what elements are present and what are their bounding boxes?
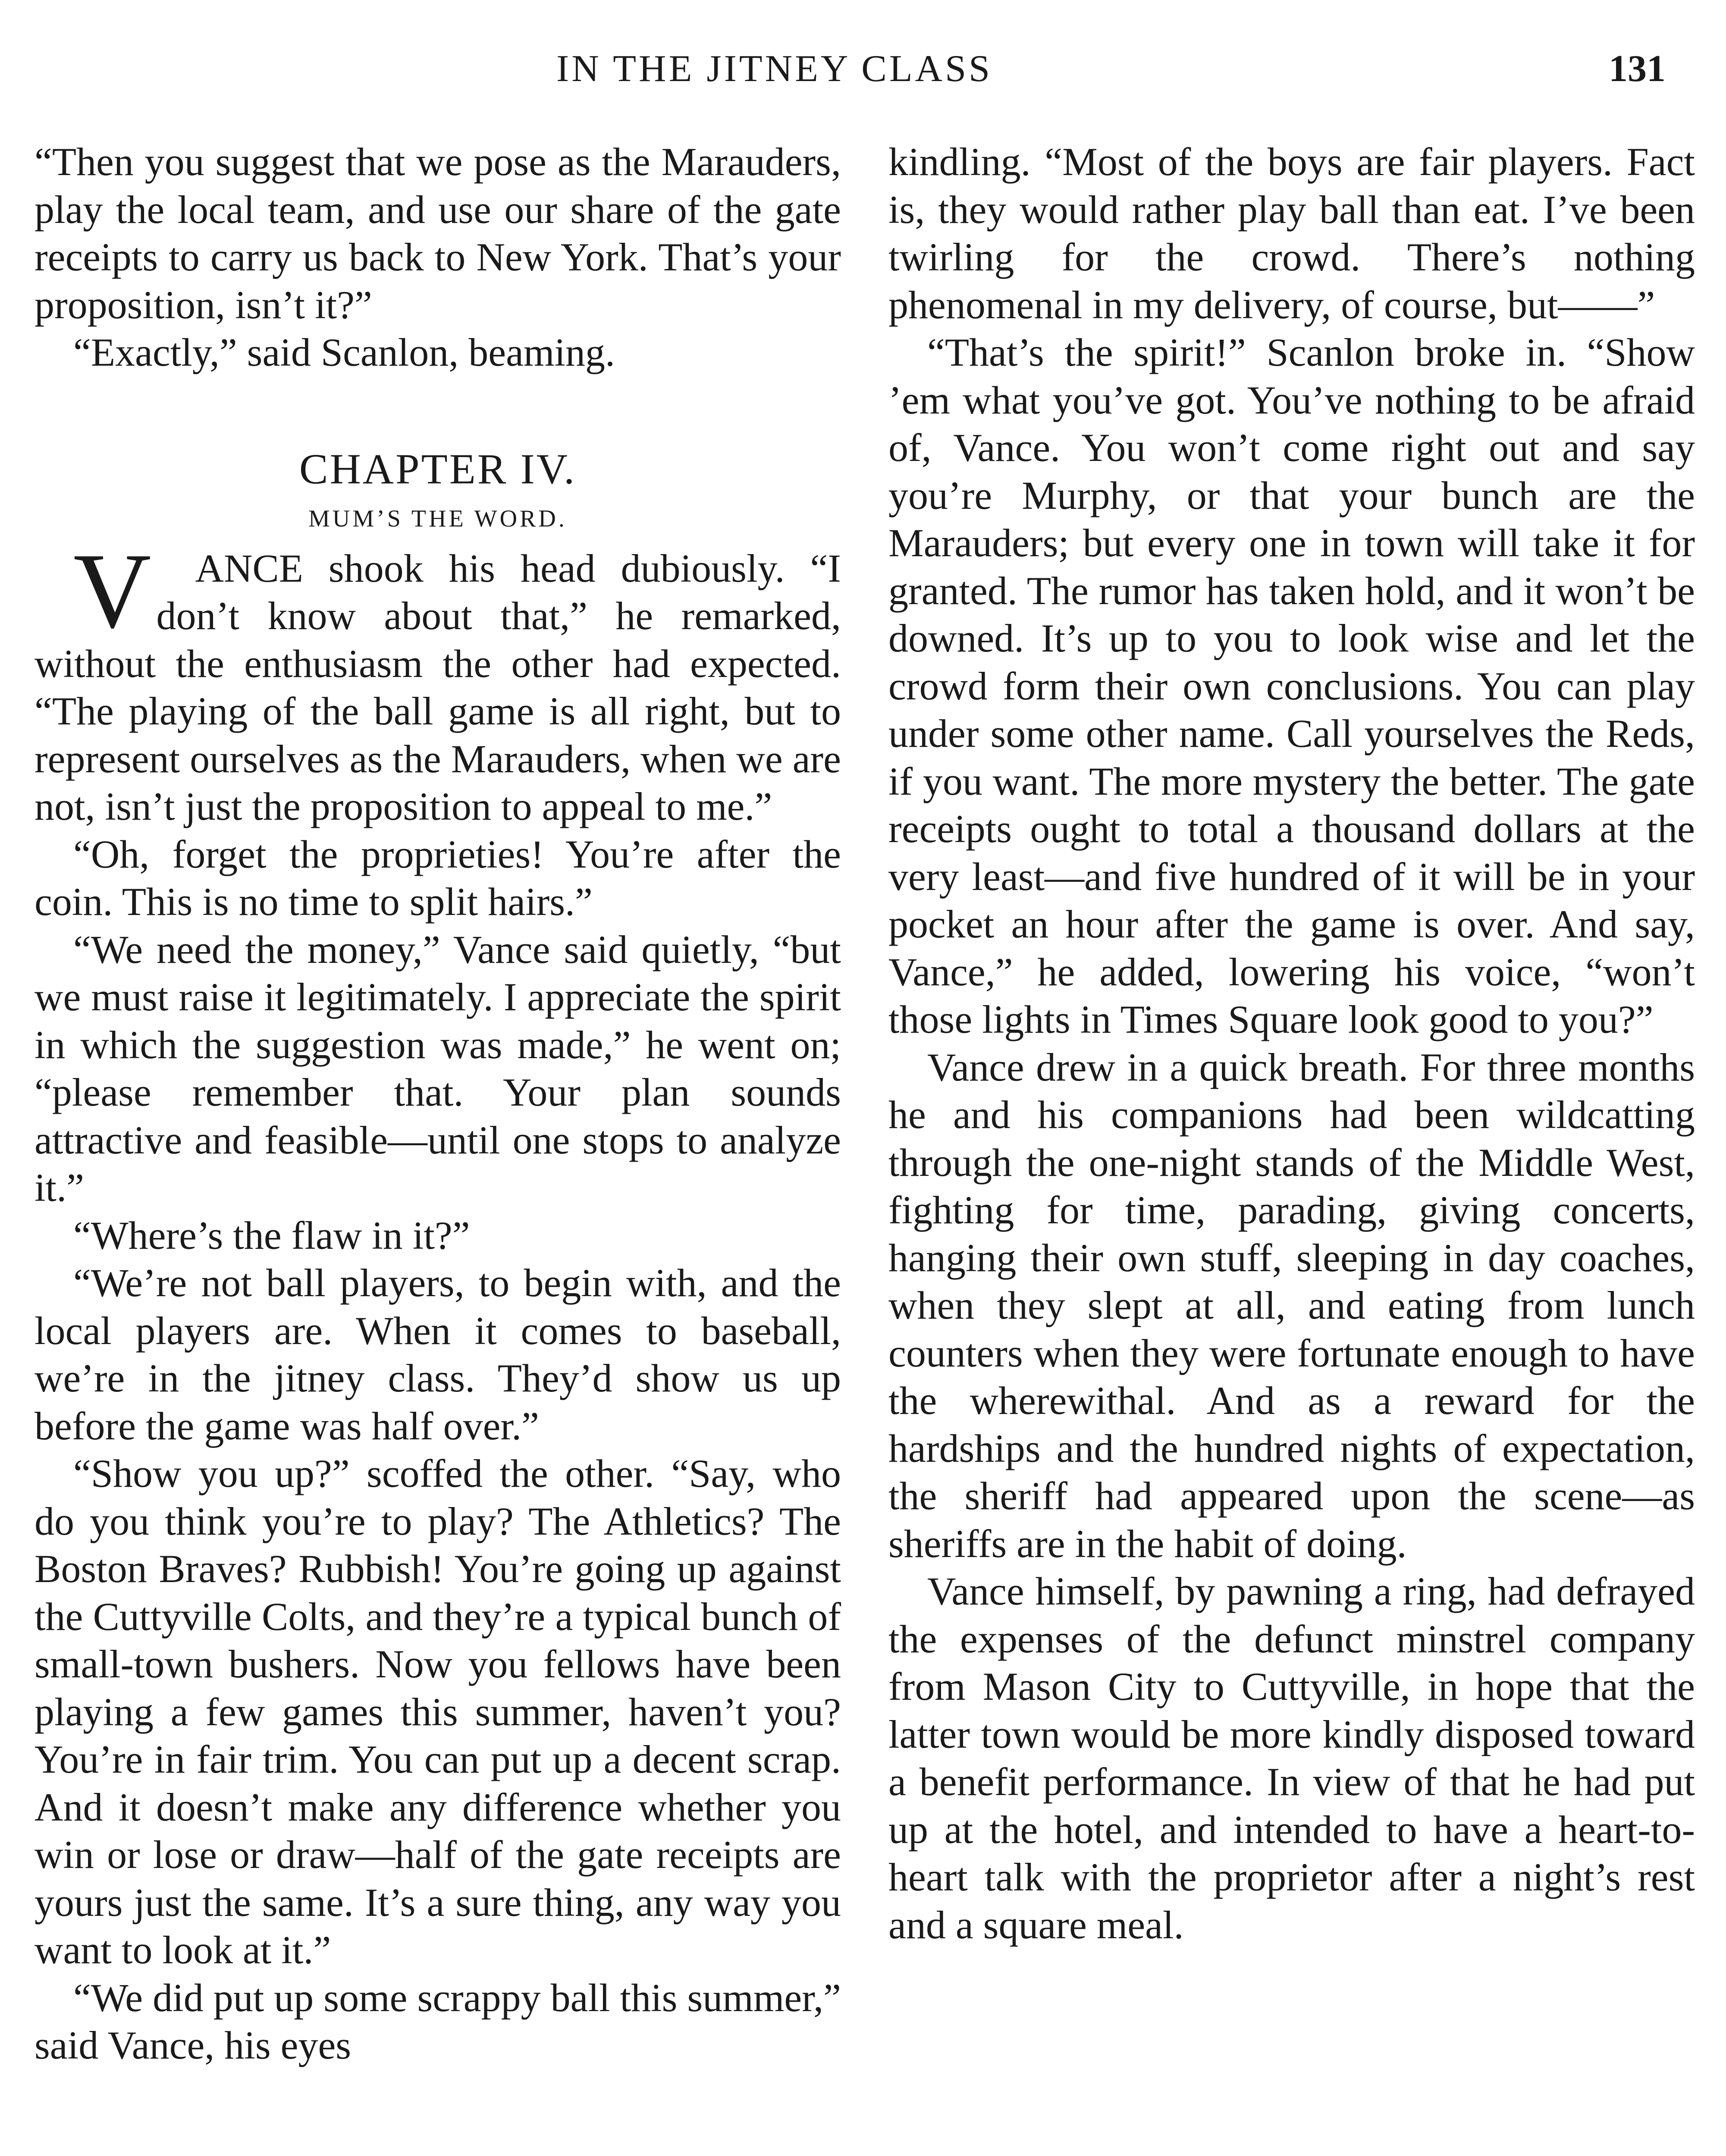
paragraph: “We’re not ball players, to begin with, and the local players are. When it comes to baseball, we’re in the jitney class. They’d show us up before the game was half over.”	[35, 1261, 841, 1448]
paragraph: Vance drew in a quick breath. For three months he and his companions had been wildcatting through the one-night stands of the Middle West, fighting for time, parading, giving concerts, hanging their own stuff, sleeping in day coaches, when they slept at all, and eating from lunch counters when they were fortunate enough to have the wherewithal. And as a reward for the hardships and the hundred nights of expectation, the sheriff had appeared upon the scene—as sheriffs are in the habit of doing.	[888, 1045, 1695, 1566]
paragraph: Vance himself, by pawning a ring, had defrayed the expenses of the defunct minstrel company from Mason City to Cuttyville, in hope that the latter town would be more kindly disposed toward a benefit performance. In view of that he had put up at the hotel, and intended to have a heart-to-heart talk with the proprietor after a night’s rest and a square meal.	[888, 1569, 1695, 1947]
running-head	[0, 43, 1726, 95]
paragraph: “We need the money,” Vance said quietly, “but we must raise it legitimately. I appreciate the spirit in which the suggestion was made,” he went on; “please remember that. Your plan sounds attractive and feasible—until one stops to analyze it.”	[35, 927, 841, 1210]
opening-paragraph-text: ANCE shook his head dubiously. “I don’t know about that,” he remarked, without the enthusiasm the other had expected. “The playing of the ball game is all right, but to represent ourselves as the Marauders, when we are not, isn’t just the proposition to appeal to me.”	[35, 546, 841, 828]
left-column	[35, 138, 841, 2156]
chapter-opening-paragraph	[35, 531, 841, 830]
paragraph: kindling. “Most of the boys are fair players. Fact is, they would rather play ball than eat. I’ve been twirling for the crowd. There’s nothing phenomenal in my delivery, of course, but——”	[888, 140, 1695, 327]
drop-cap: V	[73, 531, 151, 651]
paragraph: “We did put up some scrappy ball this summer,” said Vance, his eyes	[35, 1975, 841, 2067]
right-column	[888, 138, 1695, 2156]
paragraph: “That’s the spirit!” Scanlon broke in. “Show ’em what you’ve got. You’ve nothing to be afraid of, Vance. You won’t come right out and say you’re Murphy, or that your bunch are the Marauders; but every one in town will take it for granted. The rumor has taken hold, and it won’t be downed. It’s up to you to look wise and let the crowd form their own conclusions. You can play under some other name. Call yourselves the Reds, if you want. The more mystery the better. The gate receipts ought to total a thousand dollars at the very least—and five hundred of it will be in your pocket an hour after the game is over. And say, Vance,” he added, lowering his voice, “won’t those lights in Times Square look good to you?”	[888, 330, 1695, 1041]
chapter-subtitle: MUM’S THE WORD.	[308, 505, 567, 532]
chapter-title: CHAPTER IV.	[299, 445, 577, 493]
paragraph: “Where’s the flaw in it?”	[73, 1213, 470, 1257]
paragraph: “Show you up?” scoffed the other. “Say, who do you think you’re to play? The Athletics? The Boston Braves? Rubbish! You’re going up against the Cuttyville Colts, and they’re a typical bunch of small-town bushers. Now you fellows have been playing a few games this summer, haven’t you? You’re in fair trim. You can put up a decent scrap. And it doesn’t make any difference whether you win or lose or draw—half of the gate receipts are yours just the same. It’s a sure thing, any way you want to look at it.”	[35, 1451, 841, 1972]
paragraph: “Then you suggest that we pose as the Marauders, play the local team, and use our share of the gate receipts to carry us back to New York. That’s your proposition, isn’t it?”	[35, 140, 841, 327]
paragraph: “Oh, forget the proprieties! You’re after the coin. This is no time to split hairs.”	[35, 832, 841, 924]
page-number: 131	[1609, 48, 1666, 90]
paragraph: “Exactly,” said Scanlon, beaming.	[73, 330, 615, 374]
running-title: IN THE JITNEY CLASS	[556, 48, 993, 90]
